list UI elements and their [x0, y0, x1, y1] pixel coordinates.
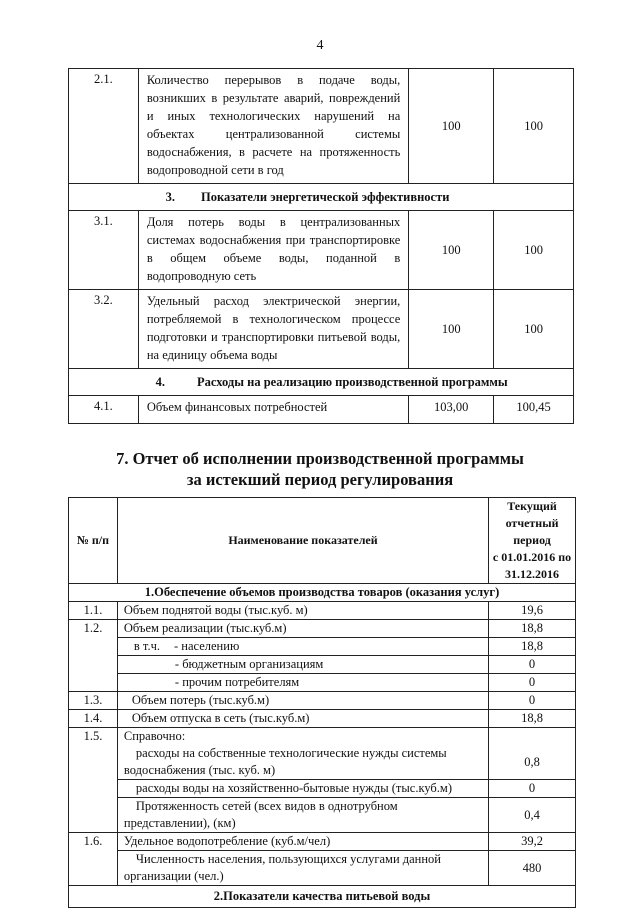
row-number: 3.1.: [69, 211, 139, 290]
table-row: - бюджетным организациям 0: [69, 656, 576, 674]
indicator-name: Объем финансовых потребностей: [138, 396, 408, 424]
table-row: 1.6. Удельное водопотребление (куб.м/чел) 39,2: [69, 833, 576, 851]
table-row: в т.ч. - населению 18,8: [69, 638, 576, 656]
actual-value: 100: [494, 69, 574, 184]
table-row: 1.3. Объем потерь (тыс.куб.м) 0: [69, 692, 576, 710]
section-number: 3.: [165, 190, 175, 204]
plan-value: 103,00: [409, 396, 494, 424]
header-period: Текущий отчетный период с 01.01.2016 по 31.12.2016: [489, 498, 576, 584]
table-row: расходы воды на хозяйственно-бытовые нужды (тыс.куб.м) 0: [69, 780, 576, 798]
section-heading-line2: за истекший период регулирования: [186, 470, 454, 489]
section-title: Показатели энергетической эффективности: [201, 190, 450, 204]
page-number: 4: [316, 38, 324, 53]
section-title: Расходы на реализацию производственной программы: [197, 375, 508, 389]
table-row: 1.1. Объем поднятой воды (тыс.куб. м) 19,6: [69, 602, 576, 620]
indicator-name: Количество перерывов в подаче воды, возникших в результате аварий, повреждений и иных технологических нарушений на объектах централизованной системы водоснабжения, в расчете на протяженность водопроводной сети в год: [138, 69, 408, 184]
table-row: 1.5. Справочно:: [69, 728, 576, 746]
table-row: 1.4. Объем отпуска в сеть (тыс.куб.м) 18,8: [69, 710, 576, 728]
table-row: [69, 211, 574, 290]
table-row: Численность населения, пользующихся услугами данной организации (чел.) 480: [69, 851, 576, 886]
section-number: 4.: [155, 375, 165, 389]
table-row: - прочим потребителям 0: [69, 674, 576, 692]
actual-value: 100,45: [494, 396, 574, 424]
table-row: [69, 69, 574, 184]
plan-value: 100: [409, 69, 494, 184]
plan-value: 100: [409, 211, 494, 290]
section-row: [69, 886, 576, 908]
section-heading: [0, 448, 640, 490]
actual-value: 100: [494, 290, 574, 369]
section-title: 1.Обеспечение объемов производства товаров (оказания услуг): [69, 584, 576, 602]
section-row: [69, 584, 576, 602]
actual-value: 100: [494, 211, 574, 290]
header-num: № п/п: [69, 498, 118, 584]
indicator-name: Удельный расход электрической энергии, потребляемой в технологическом процессе подготовки и транспортировки питьевой воды, на единицу объема воды: [138, 290, 408, 369]
report-table: [68, 497, 576, 908]
row-number: 3.2.: [69, 290, 139, 369]
section-title: 2.Показатели качества питьевой воды: [69, 886, 576, 908]
table-row: [69, 290, 574, 369]
section-row: [69, 184, 574, 211]
table-row: расходы на собственные технологические нужды системы водоснабжения (тыс. куб. м) 0,8: [69, 745, 576, 780]
row-number: 4.1.: [69, 396, 139, 424]
header-name: Наименование показателей: [117, 498, 488, 584]
section-row: [69, 369, 574, 396]
header-row: [69, 498, 576, 584]
table-row: Протяженность сетей (всех видов в однотрубном представлении), (км) 0,4: [69, 798, 576, 833]
indicators-table-continued: [68, 68, 574, 424]
row-number: 2.1.: [69, 69, 139, 184]
plan-value: 100: [409, 290, 494, 369]
section-heading-line1: 7. Отчет об исполнении производственной программы: [116, 449, 524, 468]
table-row: [69, 396, 574, 424]
indicator-name: Доля потерь воды в централизованных системах водоснабжения при транспортировке в общем объеме воды, поданной в водопроводную сеть: [138, 211, 408, 290]
table-row: 1.2. Объем реализации (тыс.куб.м) 18,8: [69, 620, 576, 638]
